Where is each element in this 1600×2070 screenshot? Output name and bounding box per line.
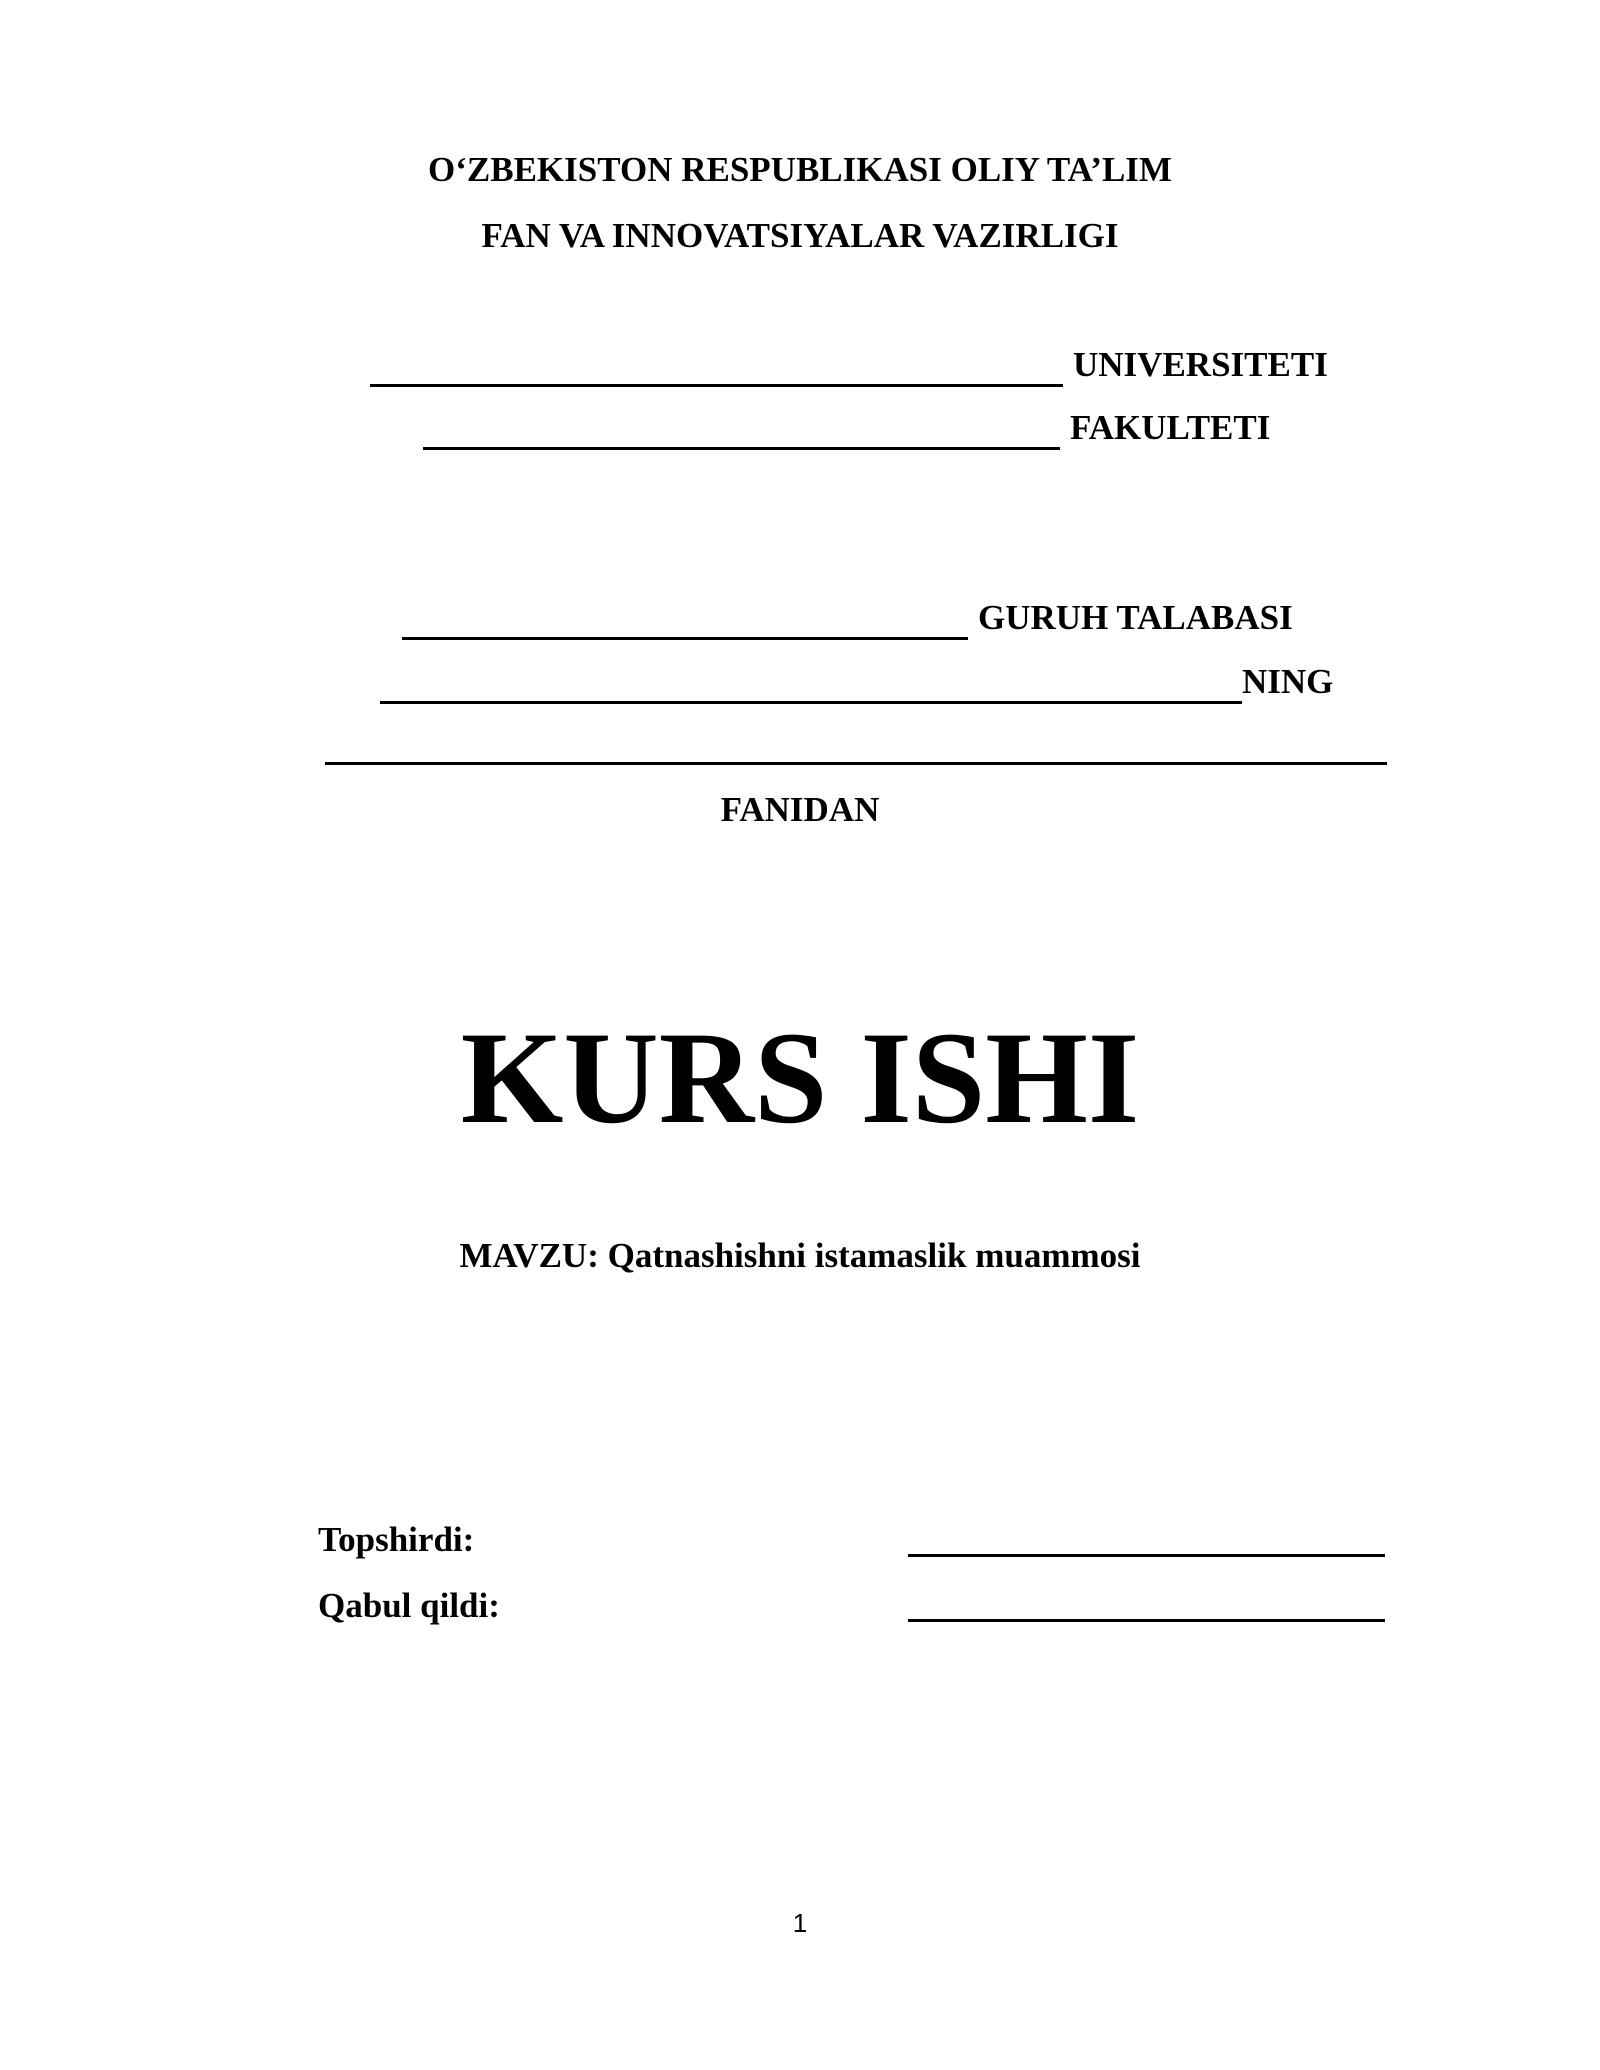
accepted-blank xyxy=(908,1619,1385,1622)
submitted-label: Topshirdi: xyxy=(318,1520,475,1559)
ministry-line-2: FAN VA INNOVATSIYALAR VAZIRLIGI xyxy=(481,216,1119,255)
page-number: 1 xyxy=(792,1908,808,1938)
subject-label: FANIDAN xyxy=(720,790,880,829)
topic-line: MAVZU: Qatnashishni istamaslik muammosi xyxy=(459,1236,1141,1275)
group-blank xyxy=(402,599,968,640)
group-label: GURUH TALABASI xyxy=(978,598,1293,637)
group-row xyxy=(402,596,1293,640)
university-label: UNIVERSITETI xyxy=(1073,345,1328,384)
submitted-blank xyxy=(908,1554,1385,1557)
subject-blank xyxy=(325,762,1387,765)
ministry-line-1: O‘ZBEKISTON RESPUBLIKASI OLIY TA’LIM xyxy=(428,150,1172,189)
university-blank xyxy=(370,346,1063,387)
faculty-blank xyxy=(423,409,1060,450)
faculty-label: FAKULTETI xyxy=(1070,408,1271,447)
university-row xyxy=(370,343,1328,387)
student-name-row xyxy=(380,660,1333,704)
student-name-blank xyxy=(380,663,1242,704)
student-name-suffix: NING xyxy=(1242,662,1334,701)
document-title: KURS ISHI xyxy=(460,1004,1140,1151)
faculty-row xyxy=(423,406,1270,450)
accepted-label: Qabul qildi: xyxy=(318,1586,500,1625)
